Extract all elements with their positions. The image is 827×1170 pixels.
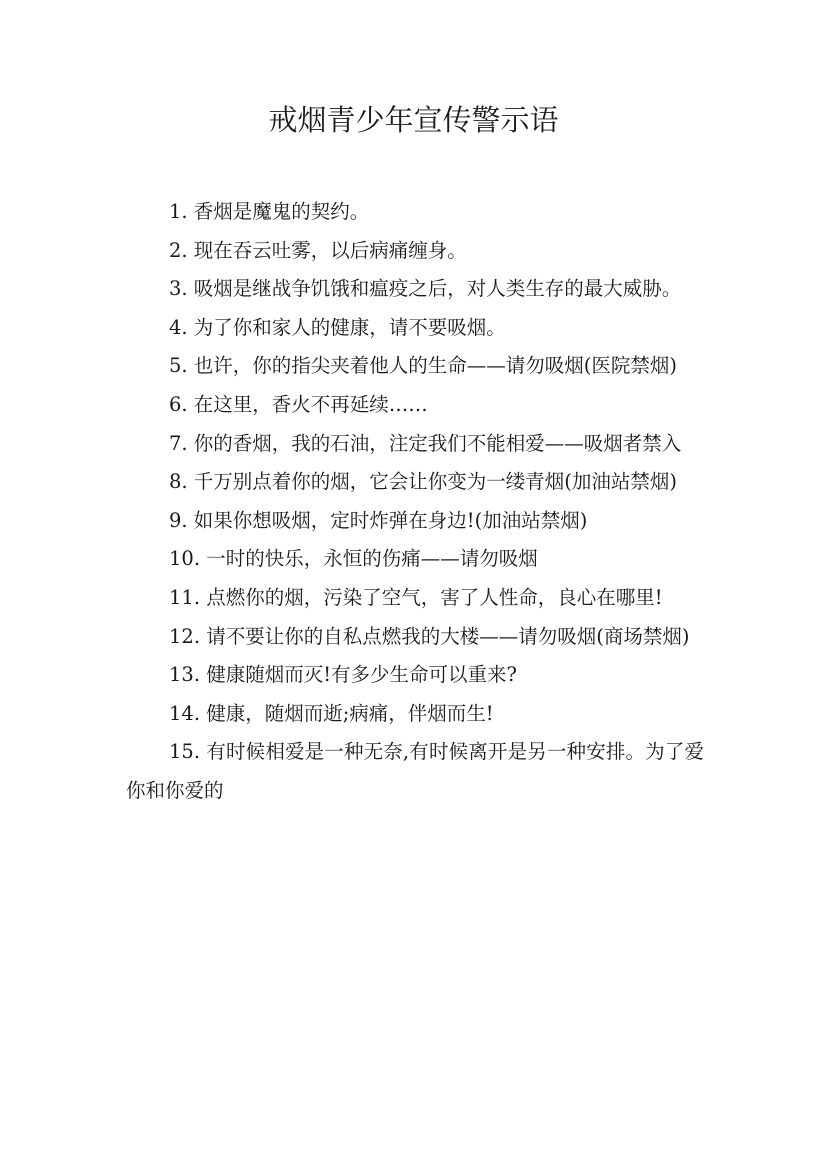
slogan-item: 6. 在这里，香火不再延续…… [169,392,428,416]
slogan-item: 11. 点燃你的烟，污染了空气，害了人性命，良心在哪里! [169,585,663,609]
slogan-list [126,193,704,811]
page-title: 戒烟青少年宣传警示语 [268,103,559,137]
slogan-item: 14. 健康，随烟而逝;病痛，伴烟而生! [169,701,494,725]
slogan-item: 8. 千万别点着你的烟，它会让你变为一缕青烟(加油站禁烟) [169,470,678,494]
slogan-item: 15. 有时候相爱是一种无奈,有时候离开是另一种安排。为了爱你和你爱的 [126,740,704,802]
slogan-item: 1. 香烟是魔鬼的契约。 [169,200,370,223]
slogan-item: 9. 如果你想吸烟，定时炸弹在身边!(加油站禁烟) [169,508,588,532]
slogan-item: 10. 一时的快乐，永恒的伤痛——请勿吸烟 [169,547,538,571]
slogan-item: 4. 为了你和家人的健康，请不要吸烟。 [169,315,506,339]
slogan-item: 7. 你的香烟，我的石油，注定我们不能相爱——吸烟者禁入 [169,431,682,455]
slogan-item: 3. 吸烟是继战争饥饿和瘟疫之后，对人类生存的最大威胁。 [169,277,682,301]
slogan-item: 5. 也许，你的指尖夹着他人的生命——请勿吸烟(医院禁烟) [169,354,678,378]
slogan-item: 13. 健康随烟而灭!有多少生命可以重来? [169,663,518,687]
slogan-item: 12. 请不要让你的自私点燃我的大楼——请勿吸烟(商场禁烟) [169,624,690,648]
slogan-item: 2. 现在吞云吐雾，以后病痛缠身。 [169,238,467,262]
